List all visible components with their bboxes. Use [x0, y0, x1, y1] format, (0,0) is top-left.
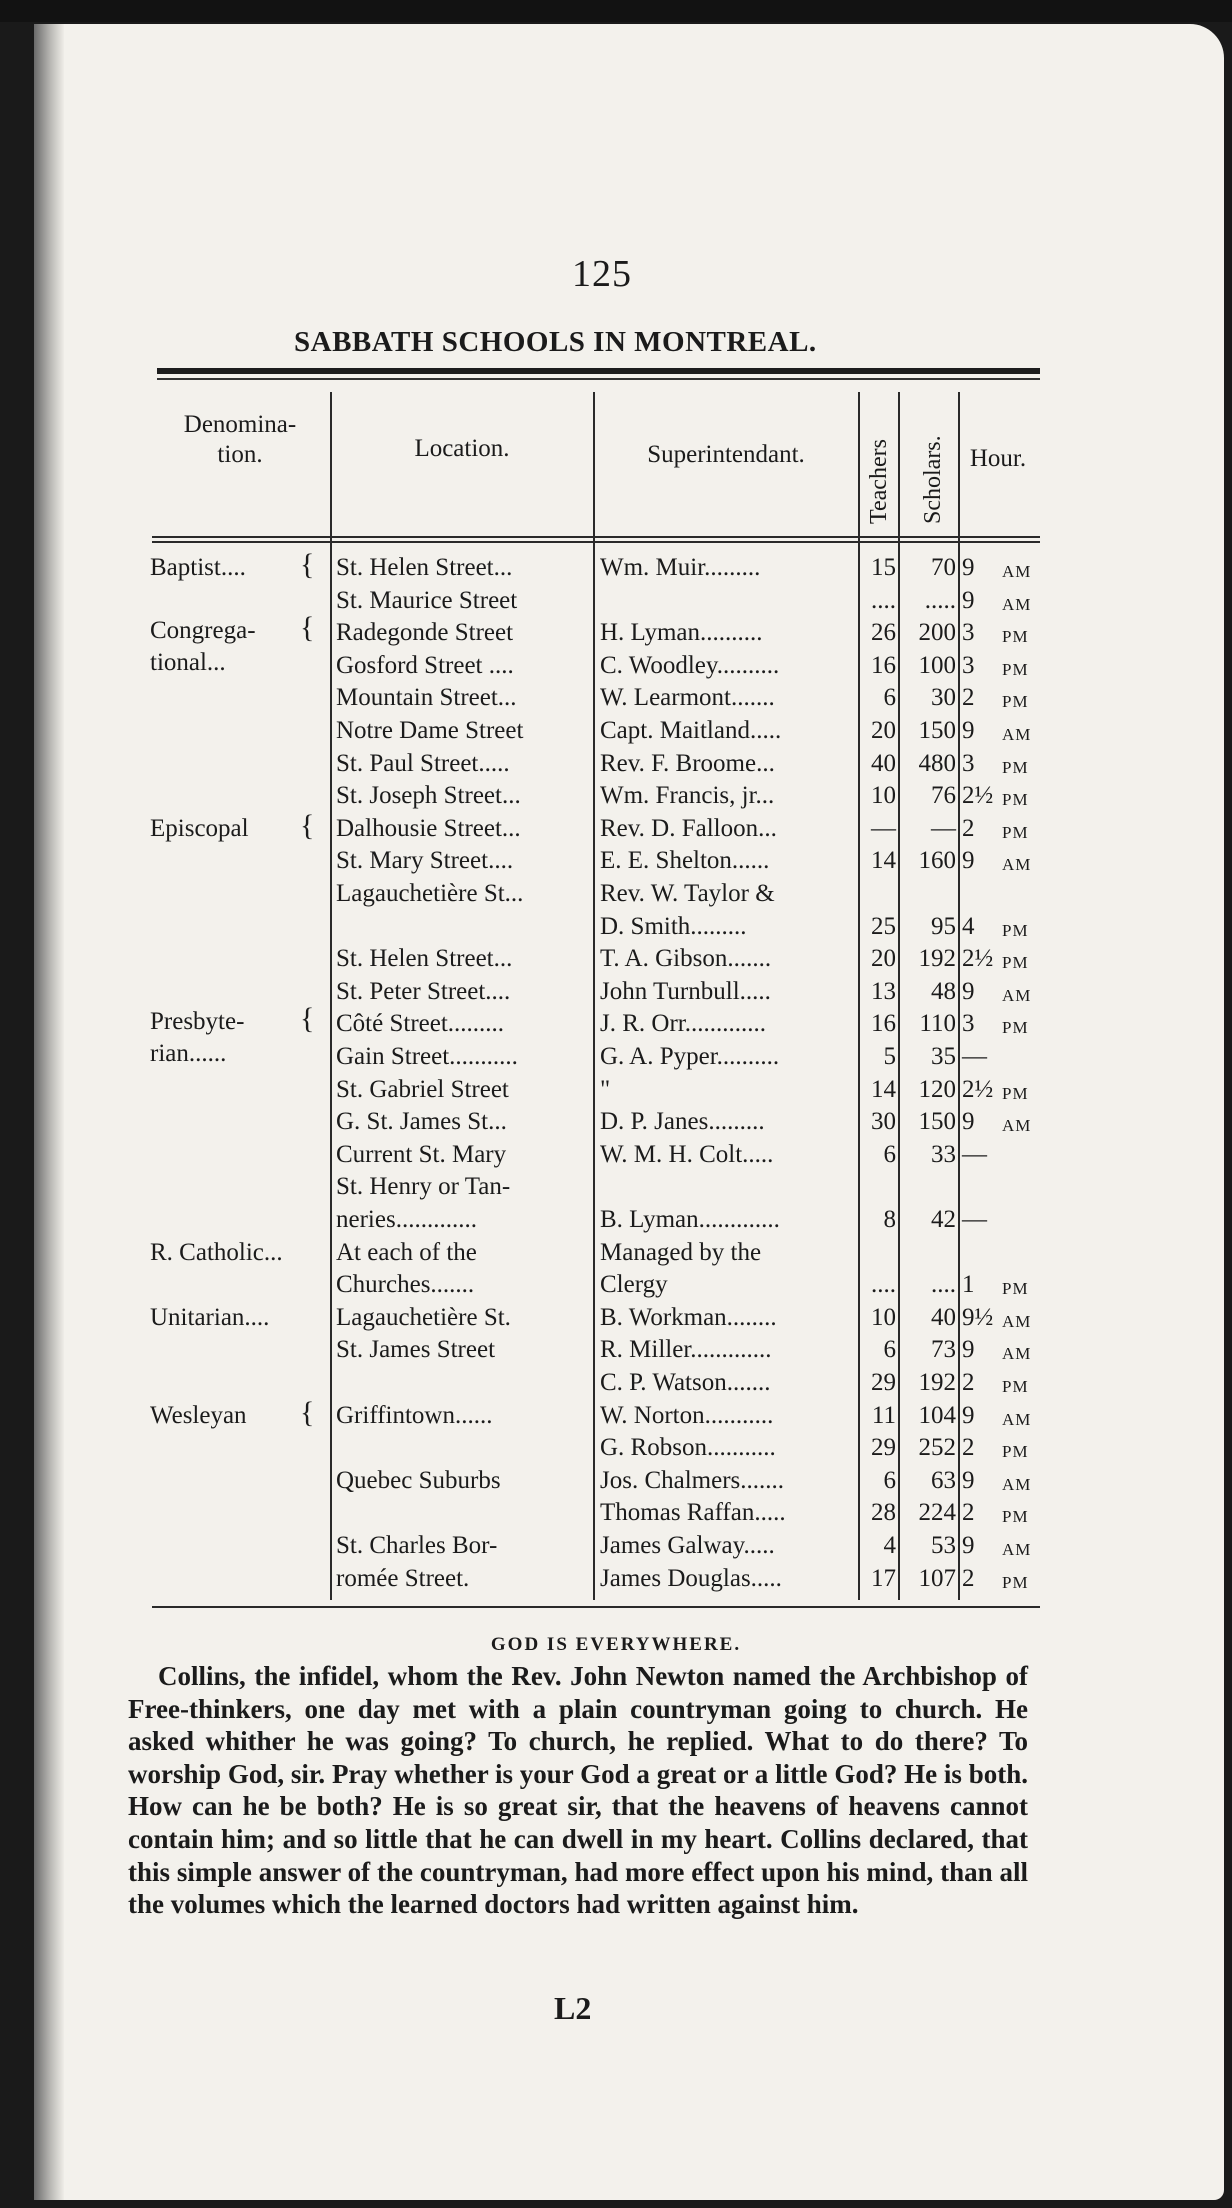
row-superintendant: Rev. F. Broome...: [600, 749, 775, 777]
signature-mark: L2: [554, 1990, 592, 2026]
row-scholars: 107: [918, 1564, 956, 1592]
row-scholars: 150: [918, 1108, 956, 1136]
denomination-brace: {: [300, 611, 315, 645]
row-hour: 9: [962, 554, 975, 581]
row-superintendant: W. Learmont.......: [600, 684, 775, 712]
denomination-brace: {: [300, 1002, 315, 1036]
row-hour: 9: [962, 1108, 975, 1136]
row-location: Mountain Street...: [336, 684, 517, 712]
row-ampm: AM: [1002, 855, 1032, 875]
row-hour: 4: [962, 912, 975, 940]
row-scholars: 48: [931, 977, 956, 1005]
row-location: At each of the: [336, 1238, 477, 1266]
row-ampm: PM: [1002, 692, 1029, 712]
denomination-label: Wesleyan: [150, 1401, 247, 1429]
row-teachers: 13: [871, 977, 896, 1005]
row-ampm: AM: [1002, 1409, 1032, 1429]
row-teachers: 5: [883, 1043, 896, 1070]
row-teachers: 20: [871, 717, 896, 744]
row-scholars: 104: [918, 1401, 956, 1429]
row-hour: 9: [962, 586, 975, 614]
row-location: St. Peter Street....: [336, 977, 511, 1005]
row-hour: 2: [962, 1499, 975, 1527]
row-superintendant: B. Workman........: [600, 1303, 777, 1331]
header-denomination: Denomina- tion.: [183, 411, 297, 468]
row-ampm: AM: [1002, 725, 1032, 744]
column-divider: [958, 392, 960, 1600]
row-location: Côté Street.........: [336, 1010, 505, 1038]
row-scholars: 63: [931, 1466, 956, 1494]
row-scholars: 150: [918, 717, 956, 744]
row-hour: 9: [962, 1401, 975, 1429]
row-ampm: AM: [1002, 562, 1032, 581]
row-hour: 9½: [962, 1303, 994, 1331]
row-superintendant: Capt. Maitland.....: [600, 717, 782, 744]
row-ampm: PM: [1002, 1377, 1029, 1396]
row-superintendant: Rev. W. Taylor &: [600, 880, 775, 907]
row-ampm: PM: [1002, 659, 1029, 679]
row-ampm: PM: [1002, 790, 1029, 810]
row-teachers: 6: [883, 1336, 896, 1364]
row-scholars: 110: [919, 1010, 956, 1038]
row-location: romée Street.: [336, 1564, 470, 1592]
story-paragraph: Collins, the infidel, whom the Rev. John Newton named the Archbishop of Free-thinkers, one day met with a plain countryman going to church. He asked whither he was going? To church, he replied. What to do there? To worship God, sir. Pray whether is your God a great or a little God? He is both. How can he be both? He is so great sir, that the heavens of heavens cannot contain him; and so little that he can dwell in my heart. Collins declared, that this simple answer of the countryman, had more effect upon his mind, than all the volumes which the learned doctors had written against him.: [128, 1661, 1028, 1920]
row-hour: 2: [962, 814, 975, 842]
row-superintendant: Jos. Chalmers.......: [600, 1466, 785, 1494]
row-superintendant: G. Robson...........: [600, 1434, 776, 1462]
row-ampm: AM: [1002, 594, 1032, 614]
row-scholars: 33: [931, 1140, 956, 1168]
row-location: Notre Dame Street: [336, 717, 524, 744]
row-ampm: PM: [1002, 822, 1029, 842]
row-teachers: 20: [871, 945, 896, 973]
row-scholars: 73: [931, 1336, 956, 1364]
denomination-label: Episcopal: [150, 814, 249, 842]
row-teachers: 4: [883, 1532, 896, 1559]
row-location: St. Mary Street....: [336, 847, 514, 875]
row-superintendant: B. Lyman.............: [600, 1206, 780, 1233]
row-ampm: AM: [1002, 1344, 1032, 1364]
row-ampm: AM: [1002, 1311, 1032, 1331]
row-location: St. Joseph Street...: [336, 782, 521, 810]
row-scholars: 224: [918, 1499, 956, 1527]
row-location: St. Paul Street.....: [336, 749, 510, 777]
row-location: neries.............: [336, 1206, 477, 1233]
row-superintendant: G. A. Pyper..........: [600, 1043, 780, 1070]
row-superintendant: James Galway.....: [600, 1532, 775, 1559]
row-scholars: 160: [918, 847, 956, 875]
row-hour: 2: [962, 1564, 975, 1592]
title-rule-thick: [157, 368, 1040, 374]
story-body: [128, 1660, 1028, 1921]
row-location: St. Henry or Tan-: [336, 1173, 511, 1201]
row-location: St. James Street: [336, 1336, 496, 1364]
row-hour: 9: [962, 1466, 975, 1494]
row-superintendant: C. P. Watson.......: [600, 1369, 771, 1396]
row-hour: 3: [962, 749, 975, 777]
row-location: G. St. James St...: [336, 1108, 507, 1136]
page-title: SABBATH SCHOOLS IN MONTREAL.: [294, 326, 817, 358]
row-teachers: 10: [871, 782, 896, 810]
row-ampm: AM: [1002, 1116, 1032, 1136]
book-spine-shadow: [34, 24, 64, 2200]
row-teachers: 30: [871, 1108, 896, 1136]
row-scholars: 252: [918, 1434, 956, 1462]
row-superintendant: C. Woodley..........: [600, 651, 780, 679]
row-teachers: 28: [871, 1499, 896, 1527]
row-superintendant: ": [600, 1075, 611, 1103]
row-teachers: 6: [883, 684, 896, 712]
row-ampm: PM: [1002, 757, 1029, 777]
row-hour: 9: [962, 1532, 975, 1559]
row-teachers: 29: [871, 1369, 896, 1396]
denomination-brace: {: [300, 1395, 315, 1429]
row-superintendant: Managed by the: [600, 1238, 762, 1266]
header-scholars: Scholars.: [920, 435, 946, 524]
row-teachers: 6: [883, 1466, 896, 1494]
row-ampm: PM: [1002, 1572, 1029, 1592]
row-teachers: 16: [871, 651, 896, 679]
row-location: St. Helen Street...: [336, 554, 513, 581]
row-teachers: 14: [871, 1075, 896, 1103]
row-scholars: 40: [931, 1303, 956, 1331]
row-teachers: 10: [871, 1303, 896, 1331]
row-location: Griffintown......: [336, 1401, 493, 1429]
row-scholars: 70: [931, 554, 956, 581]
row-teachers: ....: [871, 586, 896, 614]
row-scholars: 100: [918, 651, 956, 679]
row-hour: 9: [962, 1336, 975, 1364]
row-ampm: PM: [1002, 1442, 1029, 1462]
header-location: Location.: [414, 435, 510, 462]
row-scholars: 42: [931, 1206, 956, 1233]
row-hour: 2½: [962, 782, 994, 810]
header-teachers: Teachers: [866, 439, 892, 524]
row-superintendant: Wm. Muir.........: [600, 554, 761, 581]
row-location: Gain Street...........: [336, 1043, 518, 1070]
row-location: Lagauchetière St.: [336, 1303, 511, 1331]
row-ampm: AM: [1002, 985, 1032, 1005]
denomination-label: Presbyte- rian......: [150, 1008, 245, 1068]
row-scholars: 53: [931, 1532, 956, 1559]
row-location: St. Gabriel Street: [336, 1075, 509, 1103]
row-superintendant: Rev. D. Falloon...: [600, 814, 777, 842]
row-teachers: 11: [871, 1401, 896, 1429]
denomination-label: Unitarian....: [150, 1303, 270, 1331]
header-rule: [152, 536, 1040, 538]
row-hour: —: [962, 1140, 987, 1168]
row-superintendant: E. E. Shelton......: [600, 847, 770, 875]
denomination-brace: {: [300, 548, 315, 581]
row-hour: 9: [962, 717, 975, 744]
row-location: St. Maurice Street: [336, 586, 518, 614]
row-superintendant: John Turnbull.....: [600, 977, 771, 1005]
row-ampm: PM: [1002, 920, 1029, 940]
row-hour: 2: [962, 1434, 975, 1462]
row-teachers: 8: [883, 1206, 896, 1233]
header-superintendant: Superintendant.: [647, 441, 805, 468]
row-hour: —: [962, 1043, 987, 1070]
row-teachers: 15: [871, 554, 896, 581]
row-scholars: 95: [931, 912, 956, 940]
row-superintendant: H. Lyman..........: [600, 619, 763, 647]
row-ampm: AM: [1002, 1474, 1032, 1494]
header-hour: Hour.: [969, 445, 1027, 472]
row-teachers: 17: [871, 1564, 896, 1592]
row-teachers: 6: [883, 1140, 896, 1168]
row-hour: 1: [962, 1271, 975, 1299]
row-scholars: —: [931, 814, 956, 842]
row-location: Radegonde Street: [336, 619, 514, 647]
row-ampm: PM: [1002, 627, 1029, 647]
row-location: Churches.......: [336, 1271, 475, 1299]
denomination-label: Baptist....: [150, 554, 246, 581]
row-location: St. Charles Bor-: [336, 1532, 498, 1559]
row-teachers: 40: [871, 749, 896, 777]
table-bottom-rule: [152, 1606, 1040, 1608]
row-hour: 2: [962, 1369, 975, 1396]
row-superintendant: J. R. Orr.............: [600, 1010, 766, 1038]
row-hour: 9: [962, 847, 975, 875]
header-rule-2: [152, 541, 1040, 543]
row-hour: 2½: [962, 945, 994, 973]
row-superintendant: W. Norton...........: [600, 1401, 774, 1429]
row-superintendant: D. Smith.........: [600, 912, 747, 940]
row-scholars: 120: [918, 1075, 956, 1103]
row-hour: —: [962, 1206, 987, 1233]
row-superintendant: D. P. Janes.........: [600, 1108, 765, 1136]
story-heading: GOD IS EVERYWHERE.: [490, 1634, 742, 1655]
row-superintendant: W. M. H. Colt.....: [600, 1140, 774, 1168]
row-superintendant: Wm. Francis, jr...: [600, 782, 775, 810]
row-scholars: 76: [931, 782, 956, 810]
scan-top-edge: [0, 0, 1232, 22]
row-teachers: 14: [871, 847, 896, 875]
row-teachers: —: [871, 814, 896, 842]
row-scholars: 480: [918, 749, 956, 777]
row-scholars: ....: [931, 1271, 956, 1299]
row-scholars: 192: [918, 1369, 956, 1396]
row-hour: 3: [962, 651, 975, 679]
row-hour: 3: [962, 619, 975, 647]
title-rule-thin: [157, 378, 1040, 380]
row-scholars: 35: [931, 1043, 956, 1070]
row-teachers: 25: [871, 912, 896, 940]
row-location: Quebec Suburbs: [336, 1466, 501, 1494]
row-ampm: PM: [1002, 953, 1029, 973]
row-teachers: 29: [871, 1434, 896, 1462]
row-superintendant: R. Miller.............: [600, 1336, 772, 1364]
row-ampm: PM: [1002, 1507, 1029, 1527]
column-divider: [330, 392, 332, 1600]
denomination-brace: {: [300, 808, 315, 842]
row-hour: 2½: [962, 1075, 994, 1103]
denomination-label: Congrega- tional...: [150, 617, 256, 677]
row-location: Dalhousie Street...: [336, 814, 521, 842]
row-location: Gosford Street ....: [336, 651, 514, 679]
row-scholars: 30: [931, 684, 956, 712]
row-ampm: PM: [1002, 1083, 1029, 1103]
page-number: 125: [572, 253, 632, 295]
row-scholars: .....: [924, 586, 956, 614]
denomination-label: R. Catholic...: [150, 1238, 283, 1266]
row-hour: 9: [962, 977, 975, 1005]
row-scholars: 192: [918, 945, 956, 973]
row-location: St. Helen Street...: [336, 945, 513, 973]
row-location: Current St. Mary: [336, 1140, 507, 1168]
row-superintendant: Clergy: [600, 1271, 668, 1299]
row-ampm: AM: [1002, 1540, 1032, 1559]
row-ampm: PM: [1002, 1018, 1029, 1038]
row-superintendant: James Douglas.....: [600, 1564, 782, 1592]
row-teachers: 16: [871, 1010, 896, 1038]
column-divider: [593, 392, 595, 1600]
row-teachers: 26: [871, 619, 896, 647]
row-hour: 3: [962, 1010, 975, 1038]
row-hour: 2: [962, 684, 975, 712]
row-superintendant: T. A. Gibson.......: [600, 945, 772, 973]
row-teachers: ....: [871, 1271, 896, 1299]
row-superintendant: Thomas Raffan.....: [600, 1499, 786, 1527]
row-scholars: 200: [918, 619, 956, 647]
row-location: Lagauchetière St...: [336, 880, 524, 907]
row-ampm: PM: [1002, 1279, 1029, 1299]
